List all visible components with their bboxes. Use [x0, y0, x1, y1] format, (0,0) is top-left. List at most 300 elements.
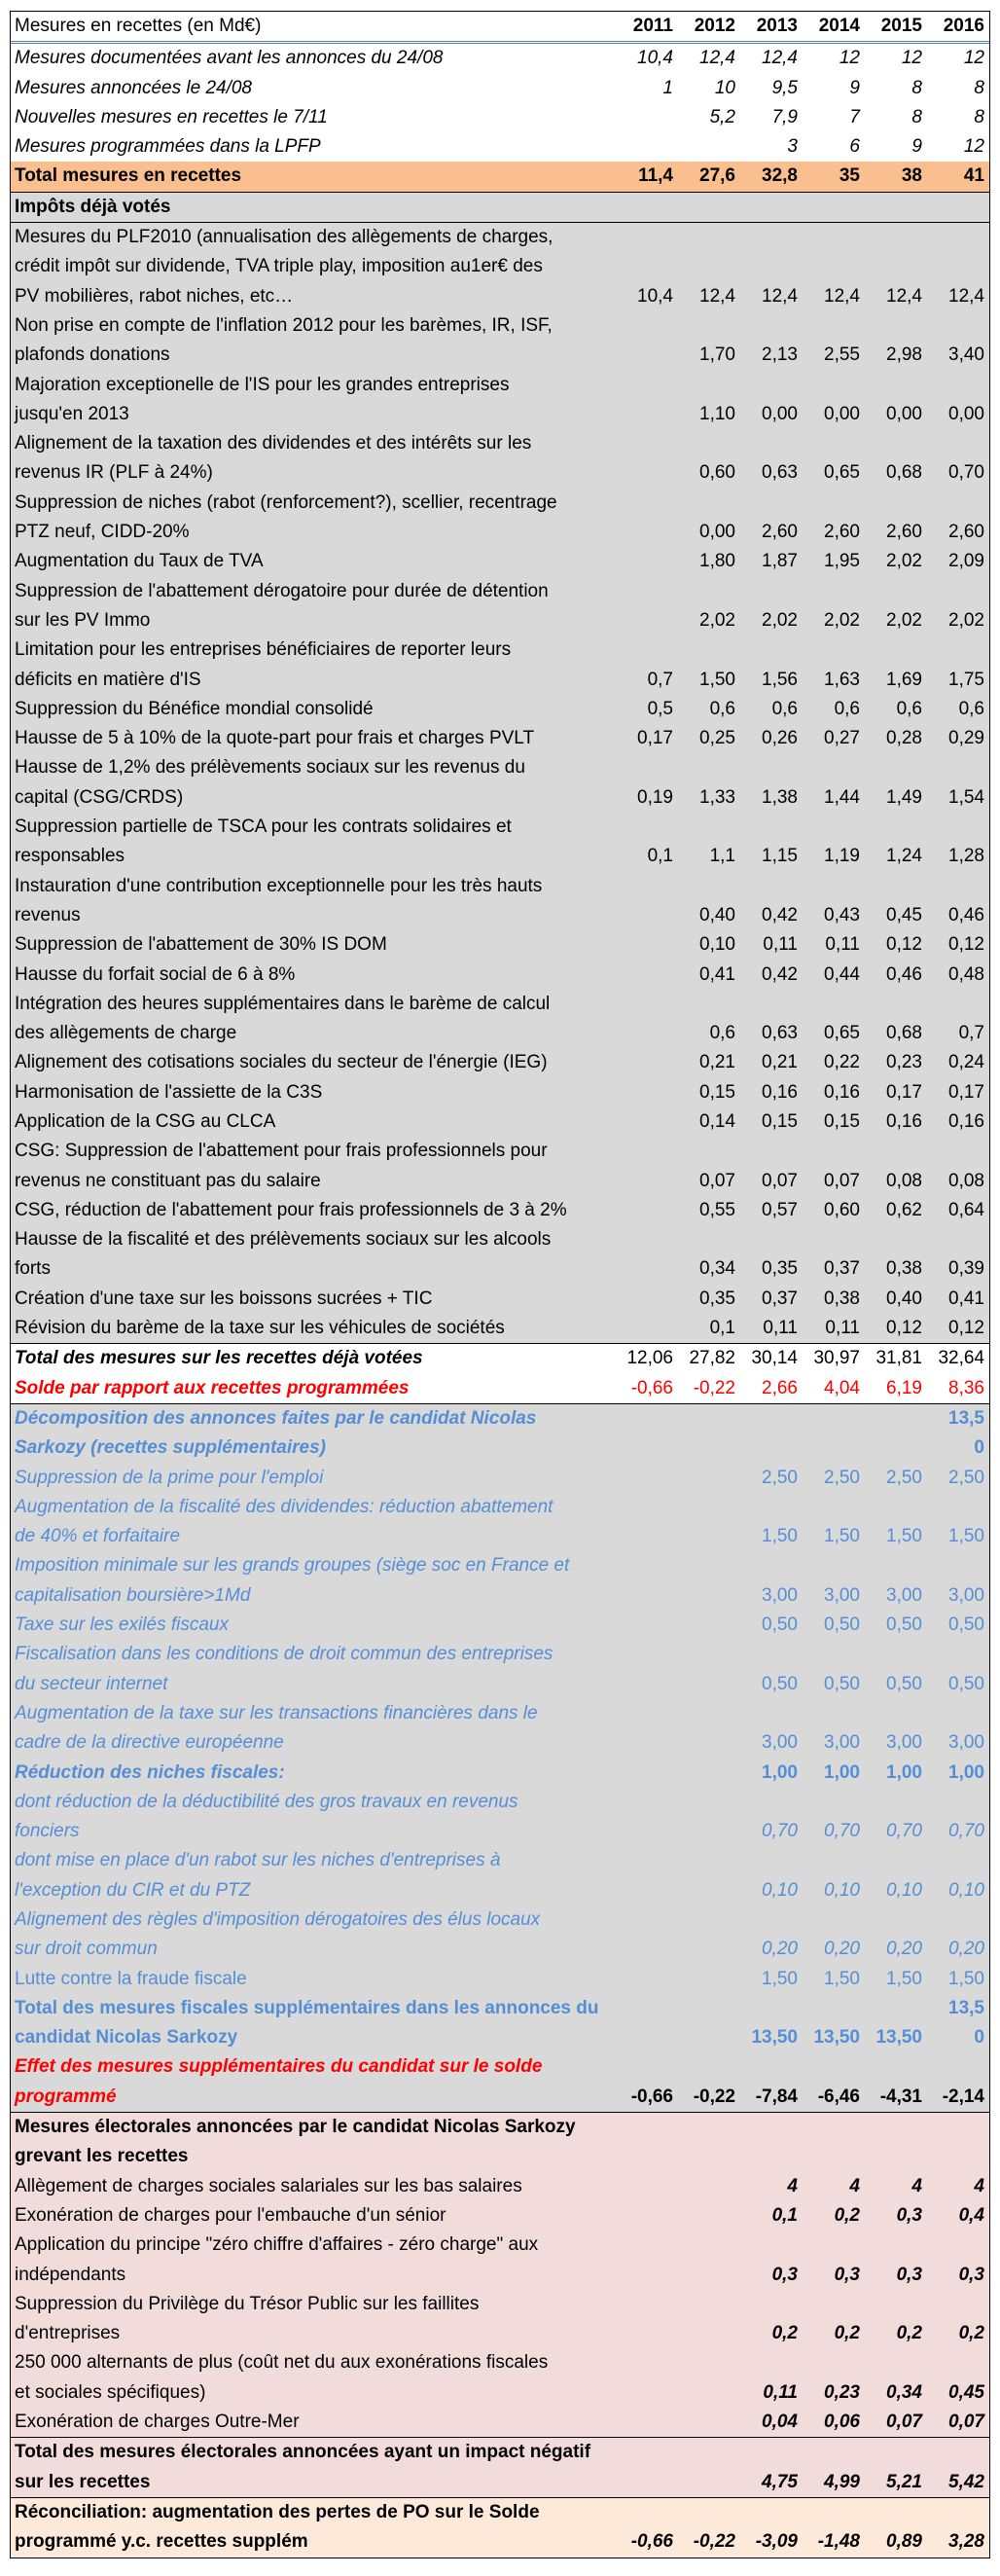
- value-2012: [676, 1935, 738, 1964]
- row-label: Imposition minimale sur les grands groupes (siège soc en France et: [15, 1555, 570, 1577]
- value-2012: [676, 2231, 738, 2260]
- value-2011: -0,66: [630, 2531, 673, 2553]
- value-2014: [801, 2113, 863, 2142]
- value-2011: [614, 1137, 676, 1166]
- value-2014: [801, 1905, 863, 1935]
- value-2014: 4: [849, 2175, 860, 2196]
- value-2014: [801, 2142, 863, 2171]
- row-label: Suppression du Privilège du Trésor Public sur les faillites: [15, 2293, 480, 2314]
- value-2011: 10,4: [637, 48, 673, 69]
- value-2012: [676, 635, 738, 665]
- value-2015: [863, 1699, 925, 1728]
- value-2011: 0,17: [637, 728, 673, 749]
- value-2014: [801, 1493, 863, 1522]
- value-2015: 0,12: [886, 1318, 922, 1339]
- row-line: [11, 1581, 989, 1611]
- value-2011: [614, 1670, 676, 1699]
- value-2012: [676, 2438, 738, 2467]
- value-2013: [738, 1137, 801, 1166]
- value-2015: [863, 2142, 925, 2171]
- row-line: [11, 990, 989, 1019]
- value-2016: [925, 1788, 987, 1817]
- table-row: [11, 1374, 989, 1403]
- row-label: revenus IR (PLF à 24%): [15, 462, 213, 484]
- value-2011: [614, 2201, 676, 2231]
- value-2016: [925, 2231, 987, 2260]
- row-line: [11, 753, 989, 782]
- value-2011: [614, 458, 676, 488]
- value-2011: [614, 930, 676, 960]
- value-2012: 0,60: [699, 462, 735, 484]
- table-row: [11, 2290, 989, 2349]
- table-row: [11, 1846, 989, 1905]
- value-2011: [614, 1640, 676, 1669]
- value-2015: 2,50: [886, 1467, 922, 1488]
- row-line: [11, 489, 989, 518]
- value-2013: 0,57: [762, 1199, 798, 1220]
- value-2014: 0,20: [824, 1939, 860, 1960]
- value-2015: [863, 2231, 925, 2260]
- value-2012: [676, 1551, 738, 1580]
- value-2015: 6,19: [886, 1377, 922, 1398]
- value-2011: [614, 2231, 676, 2260]
- value-2012: [676, 1846, 738, 1875]
- value-2015: 0,45: [886, 904, 922, 925]
- value-2016: [925, 429, 987, 458]
- value-2015: 1,69: [886, 669, 922, 690]
- value-2011: 12,06: [626, 1348, 673, 1369]
- value-2016: 13,5: [948, 1997, 984, 2018]
- value-2012: 0,55: [699, 1199, 735, 1220]
- row-line: [11, 1314, 989, 1343]
- value-2014: [801, 2498, 863, 2527]
- value-2014: [801, 223, 863, 252]
- value-2013: 0,3: [771, 2264, 798, 2285]
- row-line: [11, 872, 989, 901]
- row-label: l'exception du CIR et du PTZ: [15, 1879, 251, 1901]
- row-label: jusqu'en 2013: [15, 403, 129, 424]
- row-label: Limitation pour les entreprises bénéficiaires de reporter leurs: [15, 639, 512, 661]
- value-2012: [676, 1965, 738, 1994]
- row-label: Suppression de la prime pour l'emploi: [15, 1467, 324, 1488]
- row-label: candidat Nicolas Sarkozy: [15, 2027, 238, 2049]
- value-2016: 0,70: [948, 462, 984, 484]
- value-2011: [614, 2023, 676, 2052]
- table-row: [11, 724, 989, 753]
- row-line: [11, 2290, 989, 2319]
- value-2015: 0,34: [886, 2381, 922, 2403]
- value-2015: 1,24: [886, 846, 922, 867]
- row-label: grevant les recettes: [15, 2146, 189, 2167]
- row-line: [11, 1551, 989, 1580]
- row-line: [11, 930, 989, 960]
- value-2011: [614, 429, 676, 458]
- row-label: du secteur internet: [15, 1673, 168, 1694]
- row-label: déficits en matière d'IS: [15, 669, 201, 690]
- value-2016: 0,3: [958, 2264, 984, 2285]
- value-2012: [676, 1137, 738, 1166]
- value-2013: [738, 1846, 801, 1875]
- value-2012: 1,10: [699, 403, 735, 424]
- value-2014: 4,99: [824, 2471, 860, 2492]
- value-2015: 0,2: [896, 2323, 922, 2344]
- value-2013: [738, 193, 801, 222]
- value-2012: [676, 1670, 738, 1699]
- value-2013: 0,42: [762, 963, 798, 985]
- value-2016: 0: [974, 2027, 984, 2049]
- value-2014: [801, 1640, 863, 1669]
- value-2012: [676, 990, 738, 1019]
- row-line: [11, 2527, 989, 2557]
- row-line: [11, 2319, 989, 2348]
- value-2016: 12: [963, 48, 984, 69]
- value-2015: 1,49: [886, 786, 922, 808]
- value-2016: 1,28: [948, 846, 984, 867]
- value-2014: 0,43: [824, 904, 860, 925]
- value-2016: 0,4: [958, 2204, 984, 2226]
- value-2014: 0,38: [824, 1288, 860, 1309]
- row-line: [11, 1670, 989, 1699]
- row-line: [11, 1048, 989, 1077]
- table-row: [11, 2438, 989, 2497]
- row-line: [11, 961, 989, 990]
- value-2016: [925, 2348, 987, 2377]
- value-2014: 0,07: [824, 1170, 860, 1191]
- value-2014: 0,16: [824, 1081, 860, 1103]
- value-2011: [614, 1225, 676, 1254]
- row-line: [11, 666, 989, 695]
- value-2014: [801, 252, 863, 281]
- value-2012: [676, 1905, 738, 1935]
- value-2014: [801, 2438, 863, 2467]
- value-2011: [614, 371, 676, 400]
- row-label: Intégration des heures supplémentaires dans le barème de calcul: [15, 993, 551, 1014]
- value-2012: [676, 429, 738, 458]
- value-2014: 12: [839, 48, 860, 69]
- value-2011: 0,19: [637, 786, 673, 808]
- value-2016: 0,50: [948, 1615, 984, 1636]
- value-2011: [614, 1285, 676, 1314]
- value-2016: 2,50: [948, 1467, 984, 1488]
- value-2012: 0,6: [709, 698, 735, 719]
- value-2011: [614, 1846, 676, 1875]
- section-total-receipts: [11, 162, 989, 191]
- row-label: Décomposition des annonces faites par le candidat Nicolas: [15, 1407, 537, 1429]
- value-2012: [676, 2408, 738, 2437]
- value-2014: [801, 635, 863, 665]
- value-2015: 0,3: [896, 2264, 922, 2285]
- row-label: Total des mesures électorales annoncées ayant un impact négatif: [15, 2442, 591, 2463]
- value-2016: 1,50: [948, 1526, 984, 1547]
- value-2015: 0,17: [886, 1081, 922, 1103]
- value-2011: [614, 2498, 676, 2527]
- value-2012: [676, 1876, 738, 1905]
- row-label: plafonds donations: [15, 345, 170, 366]
- value-2015: [863, 1846, 925, 1875]
- row-label: Hausse de 1,2% des prélèvements sociaux sur les revenus du: [15, 757, 525, 779]
- value-2011: [614, 252, 676, 281]
- row-line: [11, 1876, 989, 1905]
- value-2016: [925, 1846, 987, 1875]
- value-2014: [801, 577, 863, 606]
- value-2012: 0,15: [699, 1081, 735, 1103]
- value-2016: 0,17: [948, 1081, 984, 1103]
- row-label: Révision du barème de la taxe sur les véhicules de sociétés: [15, 1318, 505, 1339]
- value-2014: 35: [839, 165, 860, 187]
- value-2012: [676, 223, 738, 252]
- value-2012: [676, 1581, 738, 1611]
- table-row: [11, 872, 989, 931]
- table-row: [11, 635, 989, 695]
- row-label: de 40% et forfaitaire: [15, 1526, 181, 1547]
- revenue-measures-table: [10, 11, 990, 2558]
- value-2014: 6: [849, 136, 860, 158]
- row-line: [11, 2498, 989, 2527]
- value-2014: 0,11: [825, 934, 860, 956]
- row-line: [11, 1788, 989, 1817]
- value-2012: [676, 1611, 738, 1640]
- value-2016: 8,36: [948, 1377, 984, 1398]
- row-line: [11, 901, 989, 930]
- row-line: [11, 2172, 989, 2201]
- value-2012: [676, 1817, 738, 1846]
- value-2015: [863, 371, 925, 400]
- value-2015: [863, 2498, 925, 2527]
- value-2011: [614, 2052, 676, 2082]
- value-2011: [614, 753, 676, 782]
- value-2013: [738, 311, 801, 341]
- value-2011: 0,1: [647, 846, 673, 867]
- value-2013: 7,9: [771, 106, 798, 127]
- value-2016: 0,6: [958, 698, 984, 719]
- value-2011: [614, 1167, 676, 1196]
- value-2011: [614, 1817, 676, 1846]
- value-2014: 1,50: [824, 1526, 860, 1547]
- value-2014: 13,50: [813, 2027, 860, 2049]
- value-2014: 3,00: [824, 1732, 860, 1754]
- table-row: [11, 1464, 989, 1493]
- value-2016: 0,45: [948, 2381, 984, 2403]
- value-2016: [925, 489, 987, 518]
- value-2015: 3,00: [886, 1732, 922, 1754]
- value-2013: [738, 2231, 801, 2260]
- value-2014: 0,23: [824, 2381, 860, 2403]
- value-2012: [676, 813, 738, 842]
- value-2015: [863, 1493, 925, 1522]
- value-2016: [925, 311, 987, 341]
- value-2013: 0,37: [762, 1288, 798, 1309]
- table-body: [11, 44, 989, 2557]
- table-row: [11, 132, 989, 162]
- value-2015: 0,3: [896, 2204, 922, 2226]
- row-label: revenus: [15, 904, 81, 925]
- value-2015: 0,00: [886, 403, 922, 424]
- row-label: sur les PV Immo: [15, 609, 151, 631]
- value-2015: [863, 193, 925, 222]
- row-label: sur droit commun: [15, 1939, 158, 1960]
- value-2016: 8: [974, 77, 984, 98]
- value-2012: 0,34: [699, 1258, 735, 1280]
- value-2013: 0,10: [762, 1879, 798, 1901]
- table-row: [11, 2113, 989, 2172]
- value-2013: [738, 2113, 801, 2142]
- value-2012: 12,4: [699, 285, 735, 307]
- value-2011: [614, 341, 676, 370]
- value-2016: 0,64: [948, 1199, 984, 1220]
- table-row: [11, 813, 989, 872]
- value-2012: [676, 311, 738, 341]
- value-2014: 7: [849, 106, 860, 127]
- value-2015: [863, 1640, 925, 1669]
- value-2011: [614, 577, 676, 606]
- table-row: [11, 2201, 989, 2231]
- value-2015: [863, 1433, 925, 1463]
- value-2013: 13,50: [751, 2027, 798, 2049]
- table-row: [11, 990, 989, 1049]
- value-2012: [676, 2348, 738, 2377]
- row-line: [11, 1905, 989, 1935]
- value-2012: [676, 1640, 738, 1669]
- value-2015: 2,98: [886, 345, 922, 366]
- value-2011: [614, 103, 676, 132]
- value-2014: 0,00: [824, 403, 860, 424]
- value-2013: -7,84: [755, 2086, 798, 2107]
- row-line: [11, 577, 989, 606]
- table-row: [11, 547, 989, 576]
- value-2016: 3,28: [948, 2531, 984, 2553]
- value-2016: [925, 753, 987, 782]
- row-line: [11, 1019, 989, 1048]
- value-2012: 0,07: [699, 1170, 735, 1191]
- value-2013: [738, 252, 801, 281]
- row-line: [11, 1285, 989, 1314]
- value-2012: [676, 1788, 738, 1817]
- value-2015: [863, 2113, 925, 2142]
- value-2013: 4: [787, 2175, 798, 2196]
- row-label: Suppression de niches (rabot (renforcement?), scellier, recentrage: [15, 491, 557, 513]
- row-label: Suppression de l'abattement de 30% IS DOM: [15, 934, 387, 956]
- value-2013: 0,42: [762, 904, 798, 925]
- row-line: [11, 103, 989, 132]
- row-line: [11, 813, 989, 842]
- table-row: [11, 103, 989, 132]
- value-2015: 5,21: [886, 2471, 922, 2492]
- value-2013: 4,75: [762, 2471, 798, 2492]
- value-2013: 0,1: [771, 2204, 798, 2226]
- value-2016: [925, 223, 987, 252]
- value-2012: [676, 1404, 738, 1433]
- value-2015: [863, 1994, 925, 2023]
- table-row: [11, 1788, 989, 1847]
- value-2011: [614, 400, 676, 429]
- value-2012: [676, 2201, 738, 2231]
- table-row: [11, 1611, 989, 1640]
- value-2013: 1,50: [762, 1968, 798, 1989]
- value-2015: [863, 2348, 925, 2377]
- row-line: [11, 1433, 989, 1463]
- value-2011: [614, 1078, 676, 1107]
- row-label: crédit impôt sur dividende, TVA triple play, imposition au1er€ des: [15, 256, 543, 277]
- row-label: Création d'une taxe sur les boissons sucrées + TIC: [15, 1288, 433, 1309]
- row-label: forts: [15, 1258, 51, 1280]
- value-2015: 1,50: [886, 1968, 922, 1989]
- value-2013: [738, 813, 801, 842]
- value-2014: 1,00: [824, 1761, 860, 1783]
- value-2012: [676, 1522, 738, 1551]
- value-2013: 2,50: [762, 1467, 798, 1488]
- value-2013: 2,66: [762, 1377, 798, 1398]
- row-line: [11, 1493, 989, 1522]
- value-2014: 0,65: [824, 1023, 860, 1044]
- value-2012: [676, 1759, 738, 1788]
- value-2013: 1,50: [762, 1526, 798, 1547]
- value-2015: 0,40: [886, 1288, 922, 1309]
- value-2016: 13,5: [948, 1407, 984, 1429]
- value-2012: 0,6: [709, 1023, 735, 1044]
- value-2013: [738, 753, 801, 782]
- value-2014: 12,4: [824, 285, 860, 307]
- value-2011: -0,66: [630, 1377, 673, 1398]
- value-2011: -0,66: [630, 2086, 673, 2107]
- value-2015: [863, 1905, 925, 1935]
- row-label: PV mobilières, rabot niches, etc…: [15, 285, 294, 307]
- section-electoral-total: [11, 2437, 989, 2497]
- value-2013: -3,09: [755, 2531, 798, 2553]
- section-reconciliation: [11, 2497, 989, 2558]
- row-label: Fiscalisation dans les conditions de droit commun des entreprises: [15, 1644, 554, 1665]
- value-2011: [614, 901, 676, 930]
- value-2014: 0,44: [824, 963, 860, 985]
- value-2013: 0,26: [762, 728, 798, 749]
- row-line: [11, 223, 989, 252]
- row-label: capital (CSG/CRDS): [15, 786, 184, 808]
- value-2015: [863, 1788, 925, 1817]
- value-2015: [863, 635, 925, 665]
- row-label: indépendants: [15, 2264, 126, 2285]
- value-2011: [614, 1788, 676, 1817]
- row-label: Exonération de charges pour l'embauche d'un sénior: [15, 2204, 446, 2226]
- value-2011: [614, 1994, 676, 2023]
- value-2013: 2,60: [762, 522, 798, 543]
- value-2015: 2,02: [886, 551, 922, 572]
- value-2012: [676, 193, 738, 222]
- value-2013: [738, 1551, 801, 1580]
- row-label: et sociales spécifiques): [15, 2381, 206, 2403]
- value-2012: [676, 489, 738, 518]
- row-line: [11, 2023, 989, 2052]
- value-2012: [676, 1493, 738, 1522]
- value-2016: 1,50: [948, 1968, 984, 1989]
- value-2012: [676, 1433, 738, 1463]
- value-2016: [925, 635, 987, 665]
- table-row: [11, 1078, 989, 1107]
- value-2015: [863, 2290, 925, 2319]
- table-row: [11, 1137, 989, 1196]
- value-2015: 12,4: [886, 285, 922, 307]
- value-2014: 0,11: [825, 1318, 860, 1339]
- value-2011: [614, 1404, 676, 1433]
- row-line: [11, 1611, 989, 1640]
- value-2013: 0,50: [762, 1615, 798, 1636]
- row-label: Non prise en compte de l'inflation 2012 pour les barèmes, IR, ISF,: [15, 314, 553, 336]
- value-2014: 0,50: [824, 1615, 860, 1636]
- section-taxes-already-voted: [11, 192, 989, 1344]
- value-2011: [614, 1107, 676, 1137]
- table-row: [11, 371, 989, 430]
- value-2014: 0,70: [824, 1821, 860, 1842]
- value-2016: 2,09: [948, 551, 984, 572]
- value-2015: 0,38: [886, 1258, 922, 1280]
